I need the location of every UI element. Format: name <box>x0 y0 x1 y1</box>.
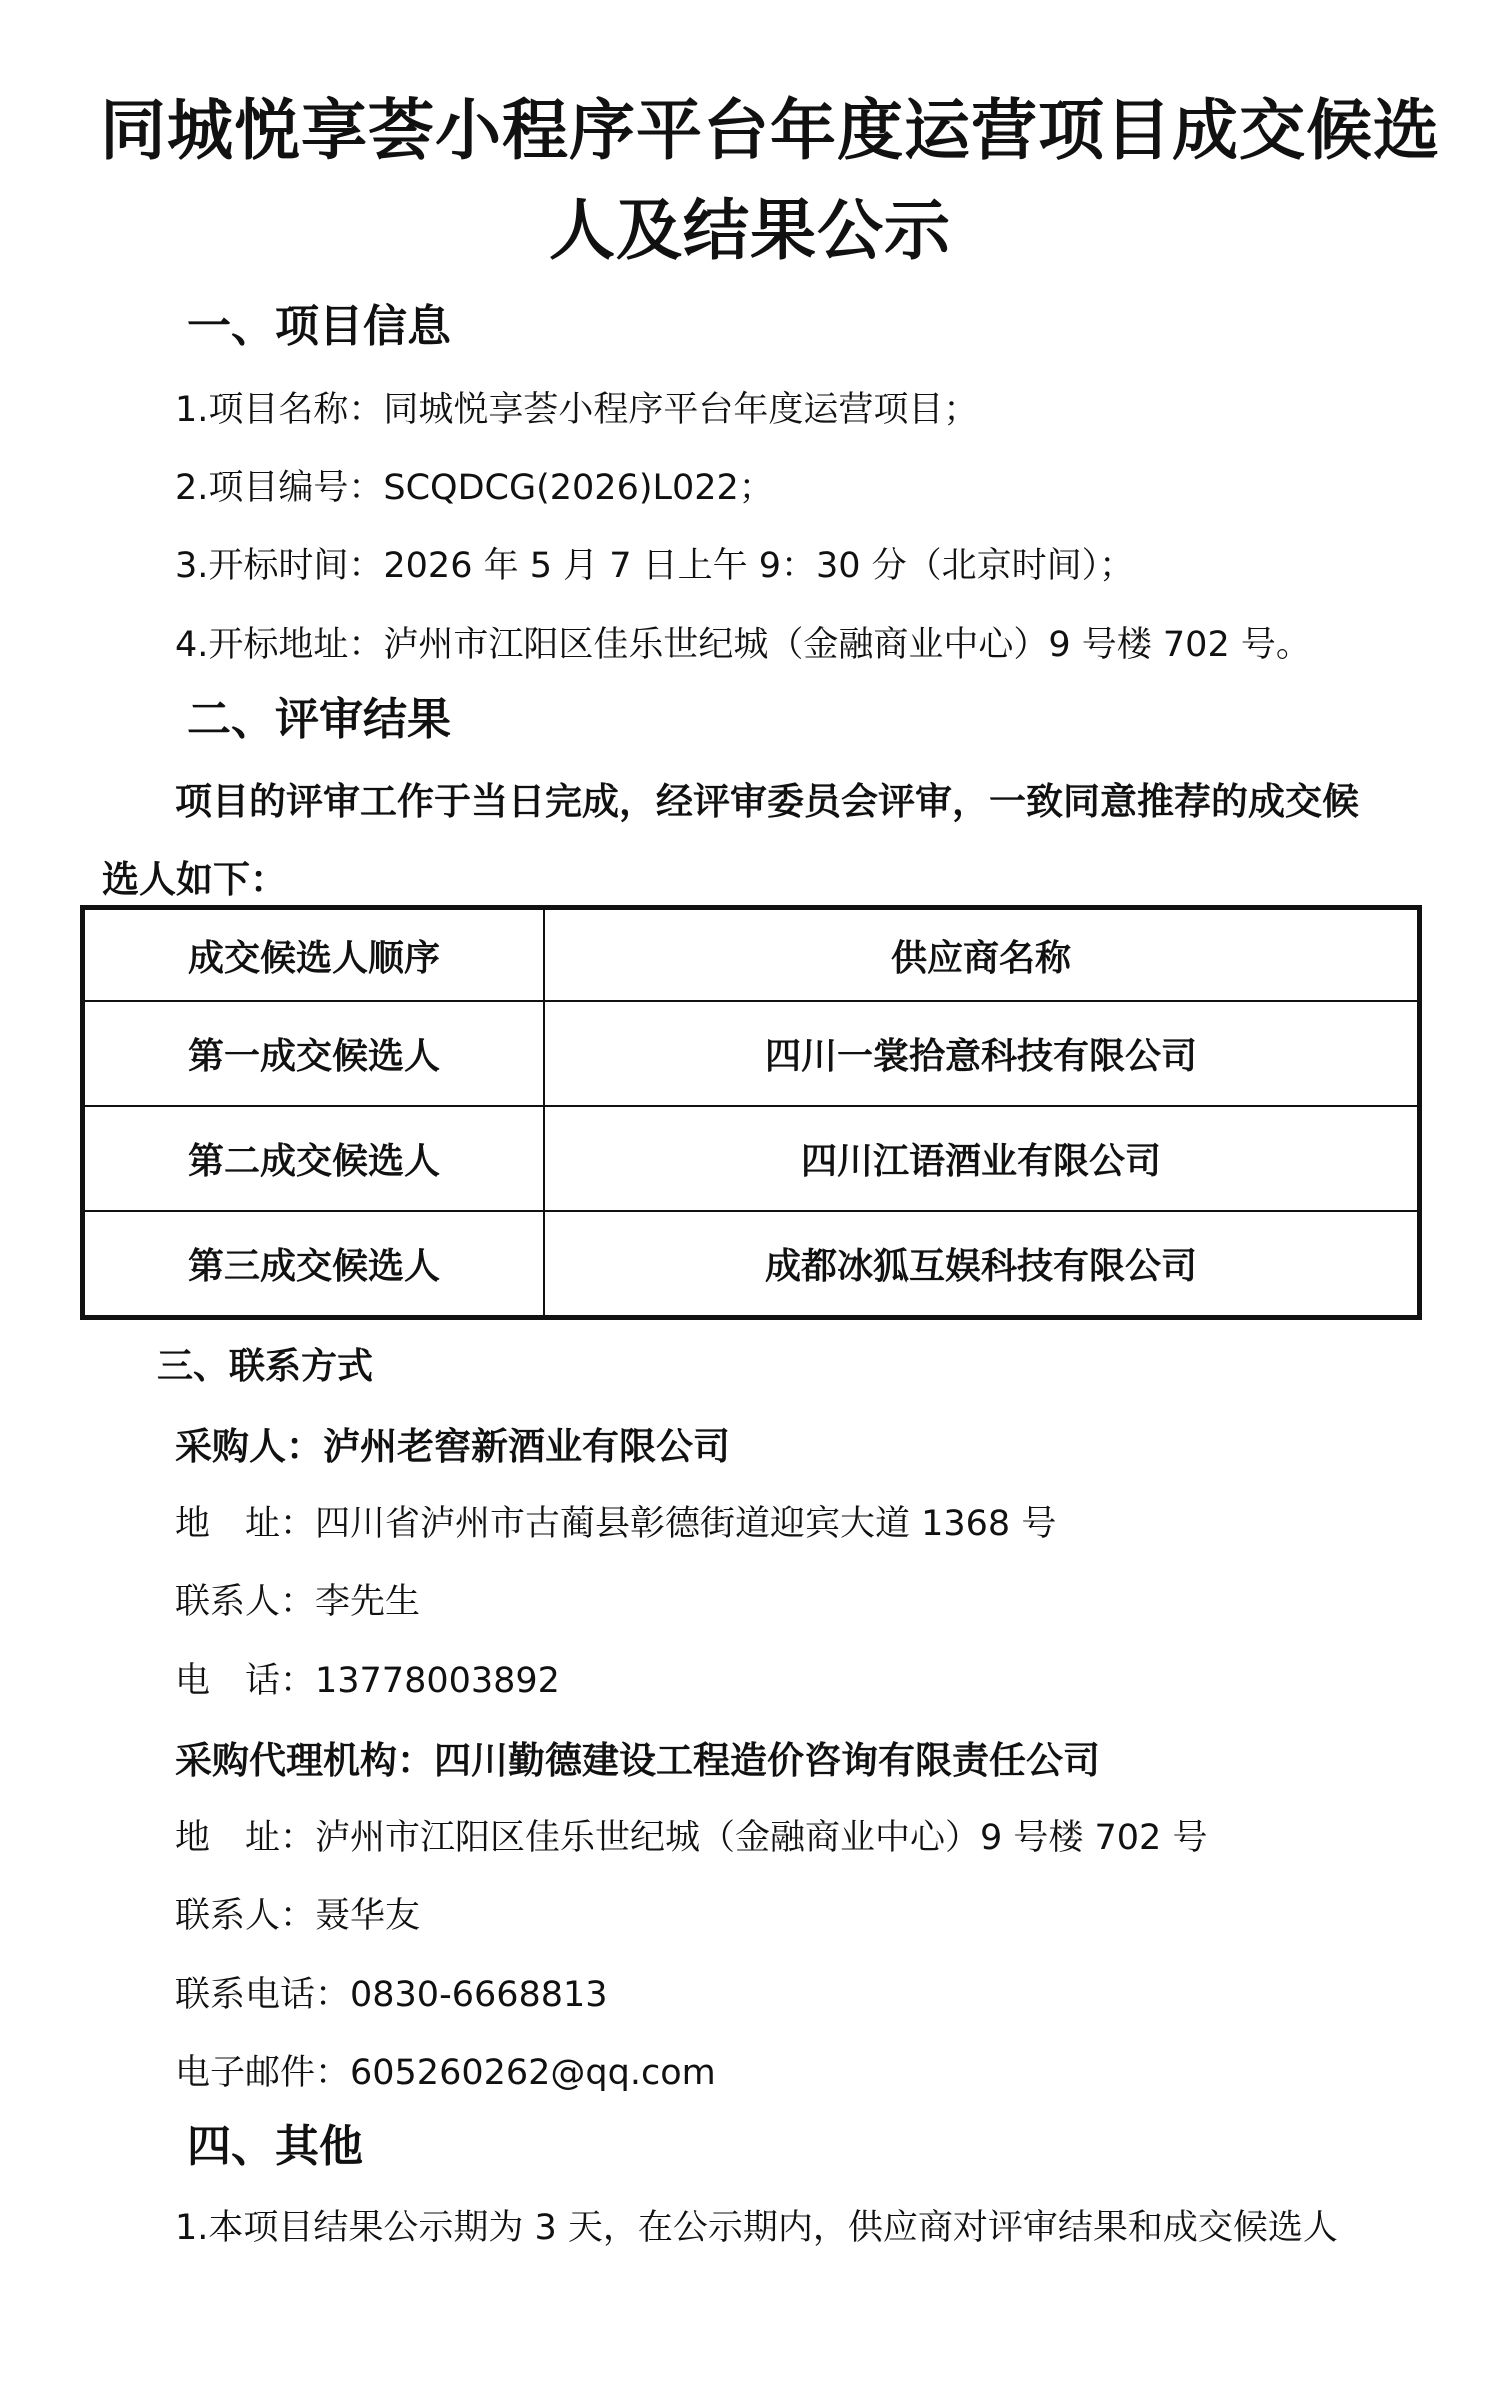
review-intro-line2: 选人如下： <box>102 858 287 901</box>
supplier-name: 四川江语酒业有限公司 <box>544 1106 1420 1211</box>
page-title-line1: 同城悦享荟小程序平台年度运营项目成交候选 <box>100 92 1440 169</box>
table-header-row <box>83 908 1420 1002</box>
agency-contact-line: 联系人：聂华友 <box>175 1896 421 1936</box>
project-name-line: 1.项目名称：同城悦享荟小程序平台年度运营项目； <box>175 390 979 430</box>
section-heading-project-info: 一、项目信息 <box>187 301 451 352</box>
bid-opening-address-line: 4.开标地址：泸州市江阳区佳乐世纪城（金融商业中心）9 号楼 702 号。 <box>175 625 1311 665</box>
candidate-order: 第三成交候选人 <box>83 1211 545 1318</box>
table-header-order: 成交候选人顺序 <box>83 908 545 1002</box>
agency-line: 采购代理机构：四川勤德建设工程造价咨询有限责任公司 <box>175 1739 1100 1782</box>
agency-address-line: 地 址：泸州市江阳区佳乐世纪城（金融商业中心）9 号楼 702 号 <box>175 1818 1208 1858</box>
review-intro-line1: 项目的评审工作于当日完成，经评审委员会评审，一致同意推荐的成交候 <box>175 780 1359 823</box>
supplier-name: 成都冰狐互娱科技有限公司 <box>544 1211 1420 1318</box>
candidate-table <box>80 905 1422 1320</box>
section-heading-review-result: 二、评审结果 <box>187 694 451 745</box>
table-row <box>83 1106 1420 1211</box>
section-heading-other: 四、其他 <box>187 2121 363 2172</box>
candidate-order: 第二成交候选人 <box>83 1106 545 1211</box>
bid-opening-time-line: 3.开标时间：2026 年 5 月 7 日上午 9：30 分（北京时间）； <box>175 546 1135 586</box>
purchaser-contact-line: 联系人：李先生 <box>175 1582 421 1622</box>
purchaser-address-line: 地 址：四川省泸州市古蔺县彰德街道迎宾大道 1368 号 <box>175 1504 1057 1544</box>
purchaser-phone-line: 电 话：13778003892 <box>175 1661 560 1701</box>
other-item-line: 1.本项目结果公示期为 3 天，在公示期内，供应商对评审结果和成交候选人 <box>175 2208 1338 2248</box>
agency-phone-line: 联系电话：0830-6668813 <box>175 1975 608 2015</box>
section-heading-contact: 三、联系方式 <box>157 1346 374 1387</box>
agency-email-line: 电子邮件：605260262@qq.com <box>175 2053 716 2093</box>
table-header-supplier: 供应商名称 <box>544 908 1420 1002</box>
candidate-order: 第一成交候选人 <box>83 1001 545 1106</box>
table-row <box>83 1211 1420 1318</box>
purchaser-line: 采购人：泸州老窖新酒业有限公司 <box>175 1425 730 1468</box>
table-row <box>83 1001 1420 1106</box>
project-number-line: 2.项目编号：SCQDCG(2026)L022； <box>175 468 774 508</box>
page-title-line2: 人及结果公示 <box>549 192 951 269</box>
supplier-name: 四川一裳拾意科技有限公司 <box>544 1001 1420 1106</box>
